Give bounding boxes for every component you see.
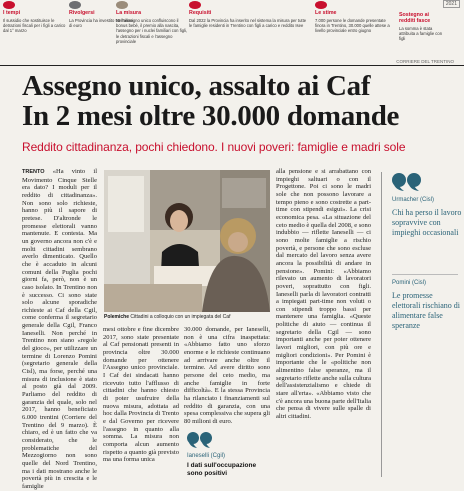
quote-text: I dati sull'occupazione sono positivi [187, 462, 257, 477]
info-text: La somma è stata attribuita a famiglie con figli [399, 26, 443, 42]
article-column [184, 326, 270, 426]
article-text: «Ha vinto il Movimento Cinque Stelle era dato? I moduli per il reddito di cittadinanza». Non sono solo richieste, hanno più il sapore di pretese. D'altronde le promesse elettorali vanno mantenute. E contesta. Ma un governo ancora non c'è e molti cittadini sembrano averlo dimenticato. Quello che è accaduto in alcuni comuni della Puglia pochi giorni fa, però, non è un caso isolato. In Trentino non è successo. Ci sono state solo alcune sporadiche richieste ai Caf della Cgil, come conferma il segretario generale della Cgil, Franco Ianeselli. Non perché in Trentino non siano «regole del gioco», per utilizzare un termine di Lorenzo Pomini (segretario generale della Cisl), ma forse, perché una misura di inclusione è stato al posto già dal 2009. Parliamo del reddito di garanzia del quale, solo nel 2017, hanno beneficiato 6.000 trentini (Corriere del Trentino del 9 marzo). È chiaro, ed è un fatto che va considerato, che le problematiche del Mezzogiorno non sono quelle del Nord Trentino, ma i dati mostrano anche le povertà più in crescita e le famiglie [22, 168, 98, 490]
info-label: Requisiti [189, 10, 212, 16]
quote-mark-icon [187, 431, 213, 449]
quote-author: Pomini (Cisl) [392, 280, 427, 286]
info-text: Nell'assegno unico confluiscono il bonus bebè, il premio alla nascita, l'assegno per i nuclei familiari con figli, le detrazioni fiscali e l'assegno provinciale [116, 18, 188, 44]
article-text: 30.000 domande, per Ianeselli, non è una cifra inaspettata: «Abbiamo fatto uno sforzo enorme e le richieste continuano ad arrivare anche oltre il termine. Ad avere diritto sono persone del ceto medio, ma anche famiglie in forte difficoltà». E la stessa Provincia ha rilanciato i finanziamenti sul reddito di garanzia, con una spesa complessiva che supera gli 80 milioni di euro. [184, 326, 270, 425]
divider [0, 65, 464, 66]
dateline: TRENTO [22, 169, 45, 175]
info-text: 7.000 persone le domande presentate finora in Trentino, 30.000 quelle attese a livello provinciale entro giugno [315, 18, 390, 34]
page-reference: CORRIERE DEL TRENTINO [396, 59, 454, 64]
caption-label: Polemiche [104, 314, 130, 320]
article-column [103, 326, 179, 477]
document-icon [116, 1, 128, 9]
pull-quote [187, 431, 267, 477]
info-label: I tempi [3, 10, 21, 16]
info-label: Rivolgersi [69, 10, 95, 16]
info-strip [0, 0, 464, 58]
headline-line: Assegno unico, assalto ai Caf [22, 70, 371, 102]
clock-icon [3, 1, 15, 9]
date-badge: 2021 [443, 0, 460, 8]
article-text: alla pensione e si arrabattano con impieghi saltuari o con il Progettone. Poi ci sono le madri sole che non possono lavorare a tempo pieno e sono costrette a part-time con stipendi esigui». La crisi economica pesa. «La situazione del ceto medio è quella del 2008, e sono indubbio — riflette Ianeselli — ci sono molte famiglie a rischio povertà, e persone che sono escluse dal mercato del lavoro senza avere ancora la possibilità di andare in pensione». Pomini: «Abbiamo rilevato un aumento di lavoratori poveri, soprattutto con figli. Ianeselli parla di lavoratori contratti a impiegati part-time non voluti o con stipendi troppo bassi per mantenere una famiglia. «Queste politiche di aiuto — continua il segretario della Cgil — sono importanti anche per poter ottenere lavori migliori, con più ore e migliori condizioni». Per Pomini è importante che le «politiche non alimentino false speranze, ma il segretario riflette anche sulla cultura dell'assistenzialismo e chiede di stare all'erta». «Abbiamo visto che c'è ancora una buona parte dell'Italia che pensa di vivere sulle spalle di altri cittadini. [276, 168, 371, 420]
article-text: mesi ottobre e fine dicembre 2017, sono state presentate al Caf pensionati presenti in provincia oltre 30.000 domande per ottenere l'Assegno unico provinciale. I Caf dei sindacati hanno ricevuto tutto l'afflusso di cittadini che hanno chiesto di poter usufruire della nuova misura, adottata ad hoc dalla Provincia di Trento e dal Governo per ricevere l'assegno in quanto alla somma. La misura non comporta alcun aumento rispetto a quanto già previsto ma una forma unica [103, 326, 179, 464]
info-circle-icon [69, 1, 81, 9]
quote-author: Urmacher (Cisl) [392, 197, 434, 203]
info-label: Le stime [315, 10, 337, 16]
divider [381, 172, 382, 477]
info-label: La misura [116, 10, 142, 16]
photo-caption [104, 314, 270, 320]
headline-line: In 2 mesi oltre 30.000 domande [22, 100, 400, 132]
info-text: Dal 2022 la Provincia ha inserito nel sistema la misura per tutte le famiglie residenti in Trentino con figli a carico e reddito Isee [189, 18, 307, 29]
divider [392, 274, 458, 275]
info-text: La Provincia ha investito 50 milioni di euro [69, 18, 134, 29]
quote-author: Ianeselli (Cgil) [187, 453, 226, 459]
chart-icon [315, 1, 327, 9]
quote-text: Le promesse elettorali rischiano di alimentare false speranze [392, 291, 460, 330]
caption-text: Cittadini a colloquio con un impiegata del Caf [130, 314, 231, 320]
headline [22, 71, 462, 131]
article-column [22, 168, 98, 490]
quote-text: Chi ha perso il lavoro sopravvive con impieghi occasionali [392, 208, 462, 237]
checklist-icon [189, 1, 201, 9]
info-text: Il sussidio che sostituisce le detrazioni fiscali per i figli a carico dal 1° marzo [3, 18, 66, 34]
quote-mark-icon [392, 172, 422, 192]
photo-illustration [104, 170, 270, 312]
article-column [276, 168, 371, 477]
info-label: Sostegno ai redditi fasce [399, 12, 431, 24]
subheadline: Reddito cittadinanza, pochi chiedono. I nuovi poveri: famiglie e madri sole [22, 140, 406, 154]
article-photo [104, 170, 270, 312]
